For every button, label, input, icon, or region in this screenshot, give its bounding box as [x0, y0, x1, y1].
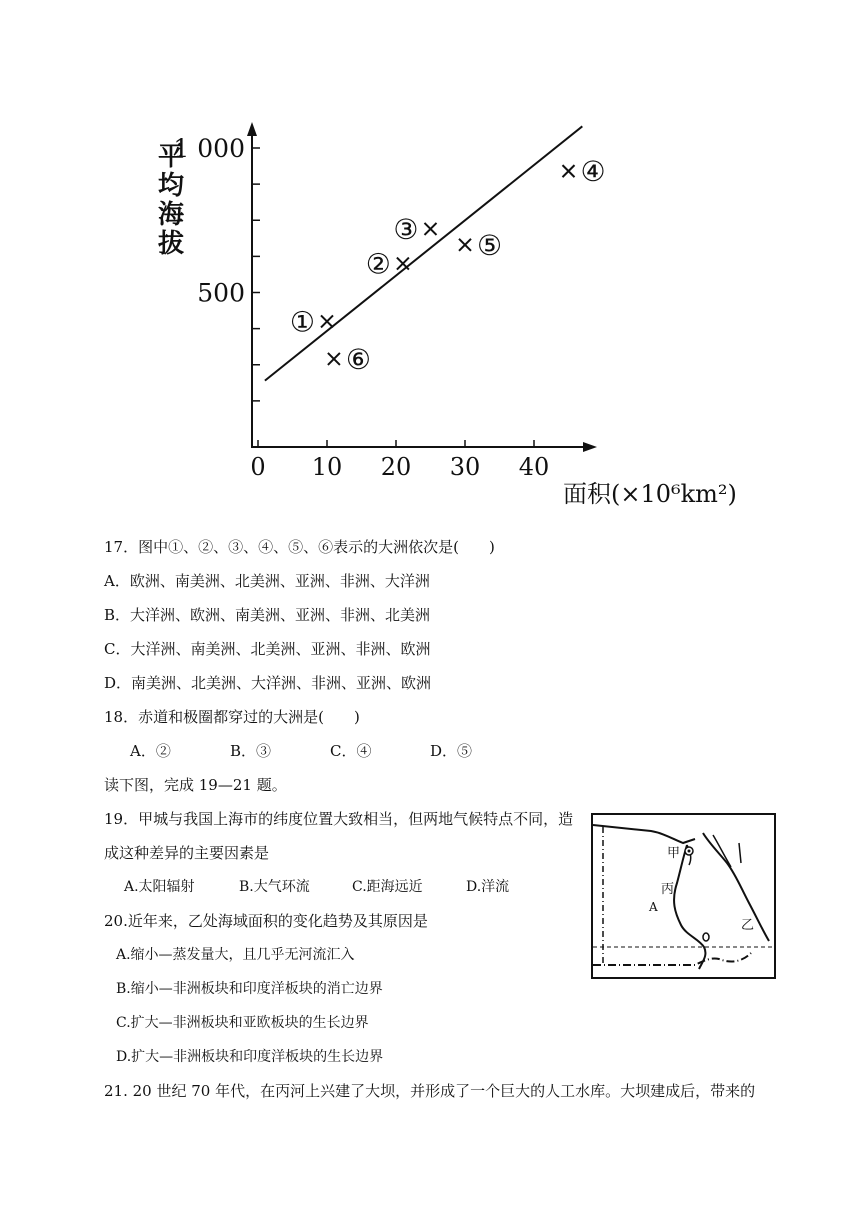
label-bing: 丙 [661, 882, 675, 897]
point-label: ① [289, 305, 315, 339]
point-label: ④ [580, 155, 606, 189]
label-jia: 甲 [667, 846, 681, 861]
label-yi: 乙 [741, 918, 755, 933]
q18-option-c: C．④ [330, 742, 372, 760]
data-point [328, 343, 371, 376]
trend-line [265, 126, 582, 380]
q18-options [130, 741, 472, 761]
q17-option-c: C．大洋洲、南美洲、北美洲、亚洲、非洲、欧洲 [104, 640, 431, 658]
data-point [459, 229, 502, 262]
data-points [290, 155, 606, 376]
elevation-area-chart [0, 0, 860, 520]
q19-option-c: C.距海远近 [352, 879, 423, 895]
q20-option-a: A.缩小—蒸发量大，且几乎无河流汇入 [116, 947, 355, 963]
y-minor-ticks [173, 134, 260, 401]
data-point [290, 305, 333, 338]
q19-stem-line2: 成这种差异的主要因素是 [104, 844, 270, 862]
label-a: A [649, 900, 658, 914]
q17-stem: 17．图中①、②、③、④、⑤、⑥表示的大洲依次是( ) [104, 538, 495, 556]
q20-stem: 20.近年来，乙处海域面积的变化趋势及其原因是 [104, 912, 428, 930]
data-point [563, 155, 606, 188]
map-frame [592, 814, 775, 978]
chart-axes [247, 122, 597, 452]
city-jia-dot [688, 850, 691, 853]
q19-options [124, 877, 509, 897]
q18-stem: 18．赤道和极圈都穿过的大洲是( ) [104, 708, 360, 726]
q20-option-b: B.缩小—非洲板块和印度洋板块的消亡边界 [116, 981, 383, 997]
point-marker [397, 258, 409, 270]
data-point [393, 213, 436, 246]
q18-option-b: B．③ [230, 742, 272, 760]
q18-option-a: A．② [130, 742, 171, 760]
x-axis-label: 面积(×10⁶km²) [563, 480, 737, 508]
x-tick-label: 10 [311, 453, 343, 481]
x-tick-label: 40 [518, 453, 550, 481]
q20-option-d: D.扩大—非洲板块和印度洋板块的生长边界 [116, 1049, 384, 1065]
point-label: ⑤ [477, 228, 503, 262]
x-tick-label: 20 [380, 453, 412, 481]
nile-map [591, 813, 776, 979]
data-point [366, 248, 409, 281]
q18-option-d: D．⑤ [430, 742, 473, 760]
point-label: ② [365, 247, 391, 281]
q17-option-d: D．南美洲、北美洲、大洋洲、非洲、亚洲、欧洲 [104, 674, 432, 692]
x-axis-arrow [583, 442, 597, 452]
trend-line-group [265, 126, 582, 380]
point-marker [459, 239, 471, 251]
q19-option-a: A.太阳辐射 [124, 879, 195, 895]
q19-stem-line1: 19．甲城与我国上海市的纬度位置大致相当，但两地气候特点不同，造 [104, 810, 574, 828]
q19-option-b: B.大气环流 [239, 879, 310, 895]
x-tick-label: 0 [250, 453, 266, 481]
y-tick-label: 500 [197, 278, 245, 308]
y-axis-arrow [247, 122, 257, 136]
point-marker [425, 223, 437, 235]
point-label: ⑥ [345, 342, 372, 376]
point-marker [321, 315, 333, 327]
x-tick-label: 30 [449, 453, 481, 481]
y-axis-label: 平均海拔 [158, 142, 185, 259]
point-marker [328, 353, 340, 365]
q21-stem: 21. 20 世纪 70 年代，在丙河上兴建了大坝，并形成了一个巨大的人工水库。大坝建成后，带来的 [104, 1082, 756, 1100]
reservoir-marker [703, 933, 709, 941]
q17-option-b: B．大洋洲、欧洲、南美洲、亚洲、非洲、北美洲 [104, 606, 431, 624]
instruction: 读下图，完成 19—21 题。 [104, 776, 287, 794]
q19-option-d: D.洋流 [466, 879, 510, 895]
point-marker [563, 165, 575, 177]
q20-option-c: C.扩大—非洲板块和亚欧板块的生长边界 [116, 1015, 369, 1031]
q17-option-a: A．欧洲、南美洲、北美洲、亚洲、非洲、大洋洲 [104, 572, 430, 590]
point-label: ③ [393, 212, 419, 246]
y-tick-label: 1 000 [173, 134, 245, 163]
